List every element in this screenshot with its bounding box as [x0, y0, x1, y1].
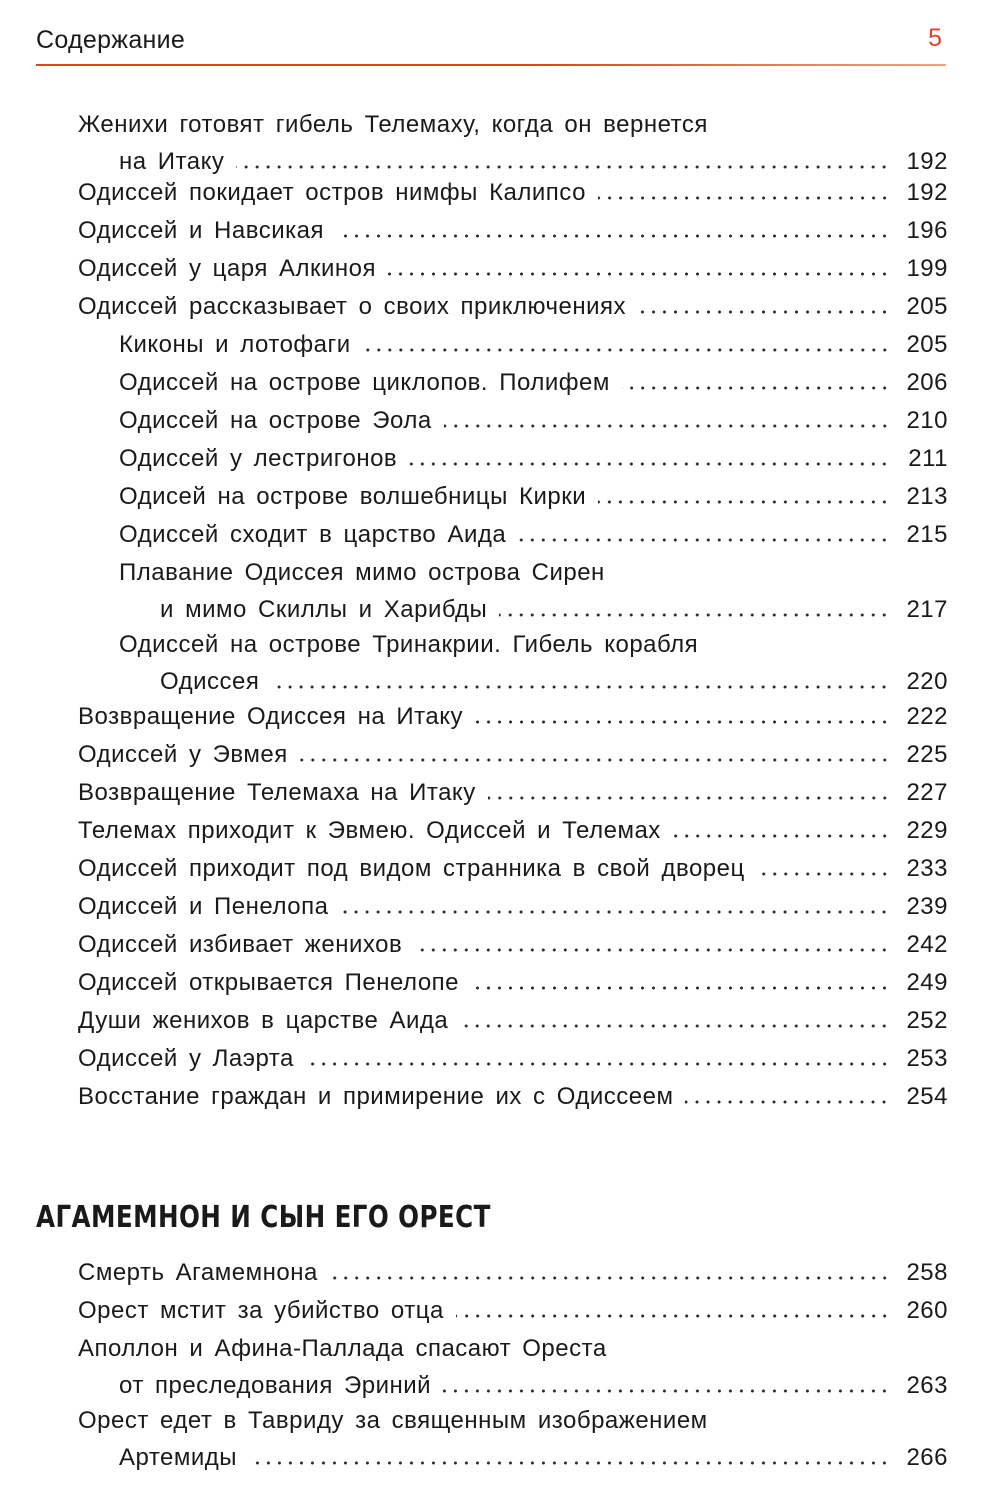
toc-entry[interactable] [78, 1292, 948, 1329]
toc-entry-page-number: 233 [906, 855, 948, 882]
toc-entry-title: Одиссей у Лаэрта [78, 1045, 294, 1072]
toc-entry-page-number: 253 [906, 1045, 948, 1072]
toc-entry-title: Одиссея [160, 668, 260, 695]
dot-leader [598, 194, 890, 202]
dot-leader [499, 611, 890, 619]
toc-entry[interactable] [78, 212, 948, 249]
toc-entry-row [119, 440, 948, 477]
toc-entry-page-number: 222 [906, 703, 948, 730]
toc-entry-page-number: 252 [906, 1007, 948, 1034]
dot-leader [336, 232, 890, 240]
toc-entry-row [119, 326, 948, 363]
toc-entry-row [78, 1439, 948, 1476]
toc-entry-title-line: Одиссей на острове Тринакрии. Гибель корабля [119, 631, 699, 658]
header-rule [36, 64, 946, 66]
toc-entry[interactable] [119, 440, 948, 477]
toc-entry[interactable] [119, 516, 948, 553]
toc-entry-row [78, 1254, 948, 1291]
toc-entry-title: Одиссей покидает остров нимфы Калипсо [78, 179, 586, 206]
toc-entry-row [119, 591, 948, 628]
toc-entry-row [78, 288, 948, 325]
dot-leader [638, 308, 890, 316]
section-heading: АГАМЕМНОН И СЫН ЕГО ОРЕСТ [36, 1200, 491, 1235]
toc-entry-row [78, 774, 948, 811]
dot-leader [471, 984, 890, 992]
toc-entry-page-number: 205 [906, 331, 948, 358]
toc-entry-row [119, 663, 948, 700]
toc-entry-page-number: 254 [906, 1083, 948, 1110]
dot-leader [306, 1060, 890, 1068]
toc-entry[interactable] [78, 1402, 948, 1476]
toc-entry-title: от преследования Эриний [119, 1372, 432, 1399]
dot-leader [249, 1459, 890, 1467]
toc-entry-title: Орест мстит за убийство отца [78, 1297, 444, 1324]
toc-entry[interactable] [78, 250, 948, 287]
toc-entry-row [78, 1292, 948, 1329]
toc-entry-page-number: 213 [906, 483, 948, 510]
toc-entry[interactable] [78, 1078, 948, 1115]
toc-entry[interactable] [78, 1002, 948, 1039]
toc-entry-title: Одиссей избивает женихов [78, 931, 403, 958]
dot-leader [236, 163, 890, 171]
toc-entry-title: Смерть Агамемнона [78, 1259, 318, 1286]
toc-entry-row [78, 888, 948, 925]
toc-entry-page-number: 242 [906, 931, 948, 958]
toc-entry-page-number: 258 [906, 1259, 948, 1286]
toc-entry-row [78, 1040, 948, 1077]
toc-entry-row [119, 478, 948, 515]
toc-entry-page-number: 211 [908, 445, 948, 472]
toc-entry[interactable] [119, 326, 948, 363]
toc-entry-row [78, 964, 948, 1001]
toc-entry-row [119, 364, 948, 401]
toc-entry[interactable] [78, 964, 948, 1001]
toc-entry-page-number: 249 [906, 969, 948, 996]
toc-entry-title: Одиссей рассказывает о своих приключениях [78, 293, 626, 320]
dot-leader [443, 1387, 890, 1395]
toc-entry-title: на Итаку [119, 148, 225, 175]
toc-entry-row [78, 1002, 948, 1039]
toc-entry[interactable] [78, 888, 948, 925]
toc-entry-title: Одиссей и Навсикая [78, 217, 324, 244]
toc-entry-title: Артемиды [119, 1444, 238, 1471]
toc-entry-title: Одиссей у лестригонов [119, 445, 398, 472]
dot-leader [475, 718, 890, 726]
toc-entry-page-number: 192 [906, 148, 948, 175]
toc-entry-title-line: Аполлон и Афина-Паллада спасают Ореста [78, 1335, 607, 1362]
toc-entry-page-number: 266 [906, 1444, 948, 1471]
page-number: 5 [928, 24, 942, 52]
toc-entry-title: Восстание граждан и примирение их с Одиссеем [78, 1083, 674, 1110]
dot-leader [388, 270, 890, 278]
toc-entry-row [78, 212, 948, 249]
dot-leader [598, 498, 890, 506]
toc-entry[interactable] [78, 736, 948, 773]
toc-entry-page-number: 210 [906, 407, 948, 434]
toc-entry-row [119, 402, 948, 439]
dot-leader [414, 946, 890, 954]
toc-entry[interactable] [78, 850, 948, 887]
dot-leader [673, 832, 890, 840]
dot-leader [444, 422, 890, 430]
toc-entry-title: и мимо Скиллы и Харибды [160, 596, 488, 623]
toc-entry-page-number: 217 [906, 596, 948, 623]
dot-leader [300, 756, 890, 764]
toc-entry-title: Одиссей у Эвмея [78, 741, 288, 768]
toc-entry-row [78, 926, 948, 963]
toc-entry[interactable] [78, 1040, 948, 1077]
dot-leader [518, 536, 890, 544]
running-head-title: Содержание [36, 26, 186, 54]
toc-entry[interactable] [78, 174, 948, 211]
toc-entry-title: Одиссей сходит в царство Аида [119, 521, 507, 548]
toc-entry-row [78, 736, 948, 773]
toc-entry-page-number: 229 [906, 817, 948, 844]
toc-entry[interactable] [78, 106, 948, 180]
toc-entry-page-number: 263 [906, 1372, 948, 1399]
dot-leader [456, 1312, 890, 1320]
toc-entry-title: Одисей на острове волшебницы Кирки [119, 483, 587, 510]
toc-entry-page-number: 220 [906, 668, 948, 695]
toc-entry-row [78, 174, 948, 211]
toc-entry[interactable] [78, 774, 948, 811]
toc-entry[interactable] [78, 926, 948, 963]
toc-entry-title-line: Плавание Одиссея мимо острова Сирен [119, 559, 605, 586]
toc-entry-page-number: 215 [906, 521, 948, 548]
dot-leader [330, 1274, 890, 1282]
toc-entry-row [78, 1367, 948, 1404]
toc-entry-row [78, 850, 948, 887]
toc-entry-title: Одиссей у царя Алкиноя [78, 255, 376, 282]
toc-entry-title-line: Орест едет в Тавриду за священным изображением [78, 1407, 708, 1434]
toc-entry-row [78, 698, 948, 735]
toc-entry-page-number: 227 [906, 779, 948, 806]
toc-entry[interactable] [119, 554, 948, 628]
dot-leader [271, 683, 890, 691]
dot-leader [460, 1022, 890, 1030]
toc-entry-page-number: 206 [906, 369, 948, 396]
toc-entry-page-number: 199 [906, 255, 948, 282]
toc-entry-page-number: 260 [906, 1297, 948, 1324]
toc-entry-title: Возвращение Одиссея на Итаку [78, 703, 463, 730]
dot-leader [622, 384, 890, 392]
toc-entry-title-line: Женихи готовят гибель Телемаху, когда он вернется [78, 111, 708, 138]
toc-entry[interactable] [119, 478, 948, 515]
toc-entry-page-number: 205 [906, 293, 948, 320]
dot-leader [488, 794, 890, 802]
toc-entry-title: Одиссей и Пенелопа [78, 893, 329, 920]
toc-entry-row [78, 1078, 948, 1115]
toc-entry-page-number: 239 [906, 893, 948, 920]
toc-entry-title: Души женихов в царстве Аида [78, 1007, 449, 1034]
toc-entry-page-number: 225 [906, 741, 948, 768]
toc-entry-title: Киконы и лотофаги [119, 331, 351, 358]
page-header [36, 20, 946, 64]
dot-leader [757, 870, 890, 878]
toc-entry-title: Одиссей открывается Пенелопе [78, 969, 460, 996]
toc-entry[interactable] [119, 402, 948, 439]
toc-entry-title: Одиссей на острове Эола [119, 407, 432, 434]
toc-entry-page-number: 192 [906, 179, 948, 206]
toc-entry-title: Одиссей на острове циклопов. Полифем [119, 369, 610, 396]
toc-entry[interactable] [78, 288, 948, 325]
toc-entry-row [119, 516, 948, 553]
toc-entry[interactable] [78, 812, 948, 849]
toc-entry[interactable] [78, 1254, 948, 1291]
dot-leader [409, 460, 890, 468]
toc-entry-row [78, 250, 948, 287]
toc-entry[interactable] [119, 364, 948, 401]
toc-entry-page-number: 196 [906, 217, 948, 244]
dot-leader [685, 1098, 890, 1106]
toc-entry-title: Возвращение Телемаха на Итаку [78, 779, 476, 806]
dot-leader [363, 346, 890, 354]
toc-entry[interactable] [119, 626, 948, 700]
toc-entry-title: Телемах приходит к Эвмею. Одиссей и Телемах [78, 817, 661, 844]
toc-entry-row [78, 812, 948, 849]
toc-entry-title: Одиссей приходит под видом странника в свой дворец [78, 855, 745, 882]
toc-entry[interactable] [78, 698, 948, 735]
toc-entry[interactable] [78, 1330, 948, 1404]
dot-leader [340, 908, 890, 916]
